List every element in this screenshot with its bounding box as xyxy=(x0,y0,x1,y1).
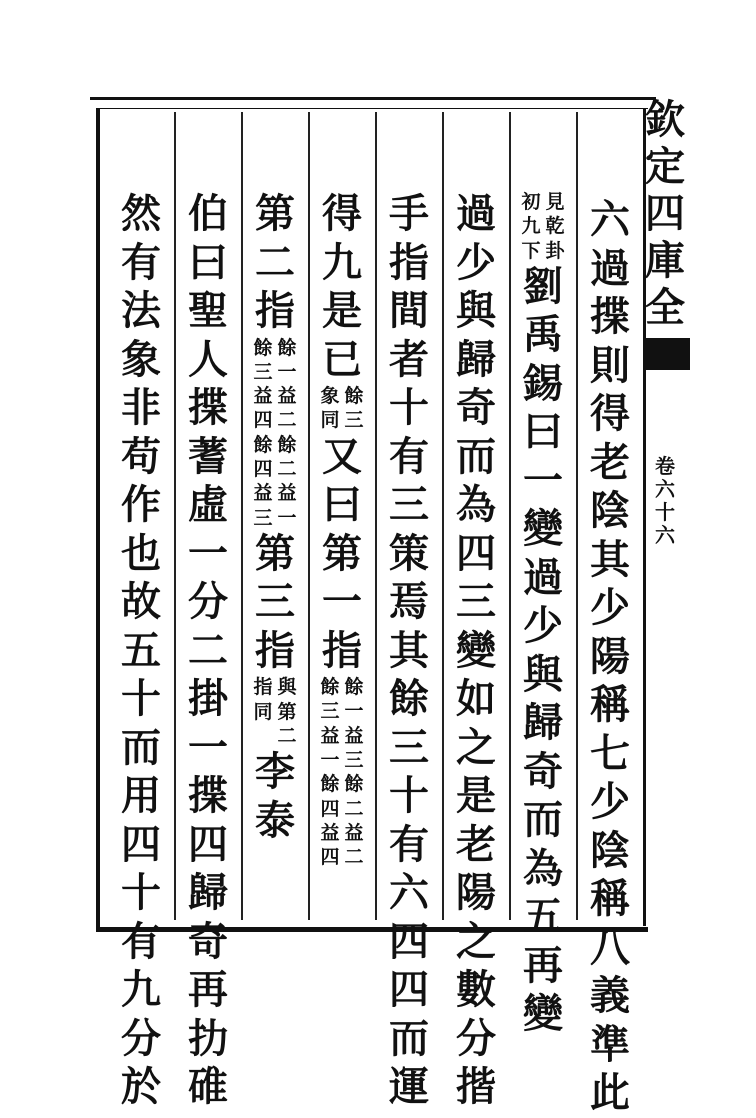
note-glyph: 餘 xyxy=(320,676,340,699)
interlinear-note xyxy=(245,675,305,748)
main-glyph: 於 xyxy=(121,1063,161,1110)
main-glyph: 而 xyxy=(389,1014,429,1062)
note-line xyxy=(342,384,366,433)
text-column xyxy=(379,190,439,1112)
note-line xyxy=(519,190,543,263)
note-glyph: 二 xyxy=(344,846,364,869)
main-text-run xyxy=(580,196,640,1118)
main-glyph: 陽 xyxy=(590,632,630,680)
text-column xyxy=(245,190,305,845)
column-rule xyxy=(576,112,578,920)
main-glyph: 六 xyxy=(590,196,630,243)
note-glyph: 指 xyxy=(253,676,273,699)
note-glyph: 九 xyxy=(521,215,541,238)
main-glyph: 指 xyxy=(255,287,295,334)
main-glyph: 一 xyxy=(523,456,563,504)
main-glyph: 有 xyxy=(121,917,161,965)
main-glyph: 運 xyxy=(389,1063,429,1110)
main-glyph: 得 xyxy=(322,190,362,237)
main-glyph: 奇 xyxy=(456,384,496,431)
main-glyph: 非 xyxy=(121,384,161,431)
main-glyph: 奇 xyxy=(523,747,563,795)
main-glyph: 而 xyxy=(523,796,563,844)
main-glyph: 間 xyxy=(389,287,429,334)
volume-glyph: 六 xyxy=(655,477,675,501)
main-glyph: 五 xyxy=(523,893,563,941)
fish-tail-marker xyxy=(646,338,690,370)
volume-glyph: 卷 xyxy=(655,454,675,478)
main-glyph: 手 xyxy=(389,190,429,237)
main-glyph: 四 xyxy=(188,820,228,868)
note-glyph: 四 xyxy=(320,797,340,820)
note-glyph: 益 xyxy=(277,482,297,505)
main-text-run xyxy=(178,190,238,1112)
main-glyph: 十 xyxy=(389,384,429,431)
main-text-run xyxy=(312,190,372,384)
note-glyph: 餘 xyxy=(344,385,364,407)
main-glyph: 用 xyxy=(121,772,161,819)
note-glyph: 餘 xyxy=(344,773,364,796)
margin-title-glyph: 定 xyxy=(645,143,685,190)
main-glyph: 四 xyxy=(121,820,161,868)
note-glyph: 一 xyxy=(277,360,297,383)
margin-book-title xyxy=(642,96,688,331)
main-glyph: 十 xyxy=(389,772,429,819)
main-glyph: 變 xyxy=(523,505,563,553)
main-text-run xyxy=(513,263,573,1039)
note-glyph: 餘 xyxy=(253,433,273,456)
main-glyph: 碓 xyxy=(188,1063,228,1110)
column-rule xyxy=(241,112,243,920)
note-glyph: 卦 xyxy=(545,239,565,262)
text-column xyxy=(446,190,506,1112)
note-glyph: 四 xyxy=(320,846,340,869)
main-glyph: 已 xyxy=(322,335,362,383)
main-glyph: 泰 xyxy=(255,796,295,844)
main-glyph: 指 xyxy=(322,626,362,674)
main-glyph: 是 xyxy=(322,287,362,334)
volume-number xyxy=(650,455,680,547)
main-glyph: 九 xyxy=(322,238,362,286)
main-glyph: 有 xyxy=(389,820,429,868)
main-glyph: 二 xyxy=(188,626,228,674)
main-text-run xyxy=(245,530,305,676)
note-glyph: 餘 xyxy=(277,433,297,456)
main-glyph: 曰 xyxy=(188,238,228,286)
note-glyph: 益 xyxy=(253,385,273,408)
main-glyph: 變 xyxy=(456,626,496,674)
interlinear-note xyxy=(312,675,372,869)
main-glyph: 四 xyxy=(456,529,496,577)
note-line xyxy=(251,675,275,748)
main-glyph: 其 xyxy=(389,626,429,674)
volume-glyph: 十 xyxy=(655,500,675,524)
main-glyph: 象 xyxy=(121,335,161,383)
main-glyph: 第 xyxy=(255,190,295,237)
main-glyph: 虛 xyxy=(188,481,228,528)
note-glyph: 乾 xyxy=(545,215,565,238)
main-glyph: 策 xyxy=(389,529,429,577)
main-glyph: 則 xyxy=(590,341,630,389)
margin-title-glyph: 全 xyxy=(645,284,685,331)
main-glyph: 是 xyxy=(456,772,496,819)
note-glyph: 益 xyxy=(277,385,297,408)
note-glyph: 三 xyxy=(253,360,273,383)
main-glyph: 然 xyxy=(121,190,161,237)
note-line xyxy=(318,384,342,433)
main-glyph: 一 xyxy=(188,529,228,577)
note-glyph: 二 xyxy=(277,724,297,747)
main-glyph: 奇 xyxy=(188,917,228,965)
note-line xyxy=(318,675,342,869)
note-glyph: 象 xyxy=(320,385,340,407)
main-glyph: 而 xyxy=(456,432,496,480)
main-glyph: 準 xyxy=(590,1020,630,1068)
note-glyph: 同 xyxy=(253,700,273,723)
note-line xyxy=(251,336,275,530)
note-glyph: 下 xyxy=(521,239,541,262)
main-glyph: 李 xyxy=(255,748,295,796)
main-glyph: 老 xyxy=(456,820,496,868)
main-glyph: 五 xyxy=(121,626,161,674)
text-column xyxy=(580,196,640,1118)
main-glyph: 稱 xyxy=(590,875,630,922)
main-glyph: 過 xyxy=(456,190,496,237)
main-text-run xyxy=(245,748,305,845)
note-glyph: 益 xyxy=(320,724,340,747)
volume-glyph: 六 xyxy=(655,523,675,547)
note-glyph: 餘 xyxy=(320,773,340,796)
main-glyph: 扐 xyxy=(188,1014,228,1062)
main-glyph: 陰 xyxy=(590,487,630,534)
text-column xyxy=(178,190,238,1112)
note-glyph: 益 xyxy=(344,724,364,747)
main-glyph: 三 xyxy=(389,481,429,528)
text-column xyxy=(513,190,573,1039)
note-glyph: 一 xyxy=(320,748,340,771)
column-rule xyxy=(174,112,176,920)
main-glyph: 四 xyxy=(389,917,429,965)
main-glyph: 過 xyxy=(590,244,630,292)
main-glyph: 老 xyxy=(590,438,630,486)
main-glyph: 得 xyxy=(590,390,630,437)
main-text-run xyxy=(245,190,305,336)
note-glyph: 益 xyxy=(253,482,273,505)
main-glyph: 二 xyxy=(255,238,295,286)
main-glyph: 指 xyxy=(255,626,295,674)
main-glyph: 禹 xyxy=(523,311,563,359)
main-glyph: 此 xyxy=(590,1069,630,1116)
note-glyph: 一 xyxy=(277,506,297,529)
column-rule xyxy=(375,112,377,920)
main-glyph: 劉 xyxy=(523,262,563,310)
main-glyph: 蓍 xyxy=(188,432,228,480)
note-glyph: 益 xyxy=(344,821,364,844)
main-glyph: 變 xyxy=(523,990,563,1038)
main-glyph: 義 xyxy=(590,972,630,1019)
note-glyph: 一 xyxy=(344,700,364,723)
main-glyph: 分 xyxy=(188,578,228,625)
main-glyph: 數 xyxy=(456,966,496,1013)
note-glyph: 餘 xyxy=(344,676,364,699)
main-glyph: 揲 xyxy=(188,384,228,431)
main-text-run xyxy=(446,190,506,1112)
note-glyph: 益 xyxy=(320,821,340,844)
main-glyph: 苟 xyxy=(121,432,161,480)
main-glyph: 三 xyxy=(255,578,295,626)
note-glyph: 初 xyxy=(521,191,541,213)
note-line xyxy=(275,675,299,748)
main-glyph: 作 xyxy=(121,481,161,528)
main-glyph: 七 xyxy=(590,729,630,777)
note-glyph: 二 xyxy=(277,409,297,432)
note-glyph: 二 xyxy=(344,797,364,820)
main-glyph: 歸 xyxy=(523,699,563,747)
main-glyph: 陽 xyxy=(456,869,496,916)
note-glyph: 三 xyxy=(253,506,273,529)
interlinear-note xyxy=(245,336,305,530)
main-glyph: 少 xyxy=(590,584,630,631)
interlinear-note xyxy=(312,384,372,433)
main-glyph: 九 xyxy=(121,966,161,1013)
main-glyph: 之 xyxy=(456,723,496,771)
main-glyph: 歸 xyxy=(456,335,496,383)
main-glyph: 八 xyxy=(590,923,630,971)
column-rule xyxy=(509,112,511,920)
main-glyph: 再 xyxy=(523,941,563,989)
note-glyph: 與 xyxy=(277,676,297,699)
main-glyph: 其 xyxy=(590,535,630,583)
main-glyph: 稱 xyxy=(590,681,630,728)
main-glyph: 曰 xyxy=(322,481,362,529)
main-glyph: 第 xyxy=(255,529,295,577)
margin-title-glyph: 欽 xyxy=(645,96,685,143)
main-glyph: 曰 xyxy=(523,408,563,456)
text-column xyxy=(111,190,171,1112)
main-glyph: 揲 xyxy=(188,772,228,819)
main-glyph: 六 xyxy=(389,869,429,916)
main-glyph: 過 xyxy=(523,553,563,601)
main-glyph: 錫 xyxy=(523,359,563,407)
main-glyph: 為 xyxy=(523,844,563,892)
main-glyph: 十 xyxy=(121,869,161,916)
main-glyph: 為 xyxy=(456,481,496,528)
main-glyph: 有 xyxy=(389,432,429,480)
note-glyph: 餘 xyxy=(277,336,297,359)
note-glyph: 三 xyxy=(344,748,364,771)
note-glyph: 二 xyxy=(277,457,297,480)
main-glyph: 少 xyxy=(590,778,630,825)
main-glyph: 揩 xyxy=(456,1063,496,1110)
margin-title-glyph: 四 xyxy=(645,190,685,237)
main-text-run xyxy=(379,190,439,1112)
note-glyph: 三 xyxy=(320,700,340,723)
top-border-rule xyxy=(90,97,656,100)
note-glyph: 四 xyxy=(253,457,273,480)
column-rule xyxy=(308,112,310,920)
note-glyph: 餘 xyxy=(253,336,273,359)
main-glyph: 一 xyxy=(322,578,362,626)
main-glyph: 法 xyxy=(121,287,161,334)
main-glyph: 之 xyxy=(456,917,496,965)
main-text-run xyxy=(312,433,372,676)
main-glyph: 少 xyxy=(456,238,496,286)
main-glyph: 聖 xyxy=(188,287,228,334)
main-glyph: 陰 xyxy=(590,826,630,874)
main-glyph: 焉 xyxy=(389,578,429,625)
main-glyph: 再 xyxy=(188,966,228,1013)
main-glyph: 三 xyxy=(456,578,496,625)
main-glyph: 掛 xyxy=(188,675,228,722)
main-glyph: 又 xyxy=(322,432,362,480)
text-column xyxy=(312,190,372,869)
note-glyph: 三 xyxy=(344,409,364,432)
main-glyph: 一 xyxy=(188,723,228,771)
main-glyph: 少 xyxy=(523,602,563,650)
main-glyph: 故 xyxy=(121,578,161,625)
main-glyph: 分 xyxy=(456,1014,496,1062)
main-glyph: 與 xyxy=(523,650,563,698)
note-glyph: 同 xyxy=(320,409,340,432)
column-rule xyxy=(442,112,444,920)
main-glyph: 歸 xyxy=(188,869,228,916)
main-glyph: 有 xyxy=(121,238,161,286)
main-glyph: 人 xyxy=(188,335,228,383)
main-glyph: 而 xyxy=(121,723,161,771)
note-line xyxy=(275,336,299,530)
main-glyph: 指 xyxy=(389,238,429,286)
main-text-run xyxy=(111,190,171,1112)
main-glyph: 分 xyxy=(121,1014,161,1062)
main-glyph: 三 xyxy=(389,723,429,771)
note-line xyxy=(543,190,567,263)
main-glyph: 餘 xyxy=(389,675,429,722)
main-glyph: 十 xyxy=(121,675,161,722)
main-glyph: 者 xyxy=(389,335,429,383)
note-glyph: 見 xyxy=(545,191,565,213)
main-glyph: 也 xyxy=(121,529,161,577)
interlinear-note xyxy=(513,190,573,263)
note-glyph: 第 xyxy=(277,700,297,723)
note-line xyxy=(342,675,366,869)
main-glyph: 伯 xyxy=(188,190,228,237)
main-glyph: 與 xyxy=(456,287,496,334)
margin-title-glyph: 庫 xyxy=(645,237,685,284)
main-glyph: 如 xyxy=(456,675,496,722)
main-glyph: 揲 xyxy=(590,293,630,340)
main-glyph: 第 xyxy=(322,529,362,577)
note-glyph: 四 xyxy=(253,409,273,432)
main-glyph: 四 xyxy=(389,966,429,1013)
